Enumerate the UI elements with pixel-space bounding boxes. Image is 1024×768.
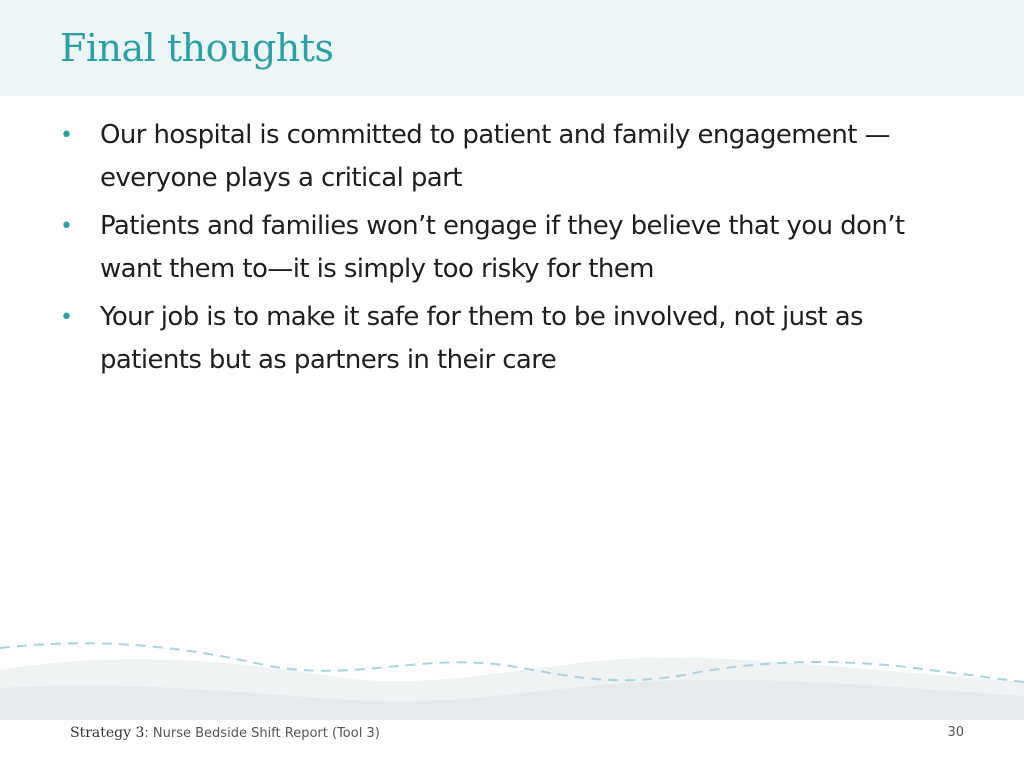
bullet-list bbox=[60, 114, 970, 387]
bullet-text: Our hospital is committed to patient and family engagement — everyone plays a critical part bbox=[100, 120, 890, 193]
bullet-marker: • bbox=[60, 305, 73, 330]
bullet-marker: • bbox=[60, 214, 73, 239]
footer-subtitle: Nurse Bedside Shift Report (Tool 3) bbox=[148, 726, 380, 741]
bullet-text: Your job is to make it safe for them to be involved, not just as patients but as partners in their care bbox=[100, 302, 863, 375]
footer-separator: : bbox=[144, 726, 149, 741]
footer-strategy-label: Strategy 3 bbox=[70, 725, 145, 741]
bullet-marker: • bbox=[60, 123, 73, 148]
slide-title: Final thoughts bbox=[60, 26, 334, 70]
bullet-item bbox=[60, 296, 970, 382]
footer bbox=[70, 723, 380, 744]
page-number: 30 bbox=[947, 725, 964, 740]
bullet-item bbox=[60, 205, 970, 291]
bullet-text: Patients and families won’t engage if they believe that you don’t want them to—it is simply too risky for them bbox=[100, 211, 905, 284]
decorative-wave-graphic bbox=[0, 630, 1024, 720]
bullet-item bbox=[60, 114, 970, 200]
